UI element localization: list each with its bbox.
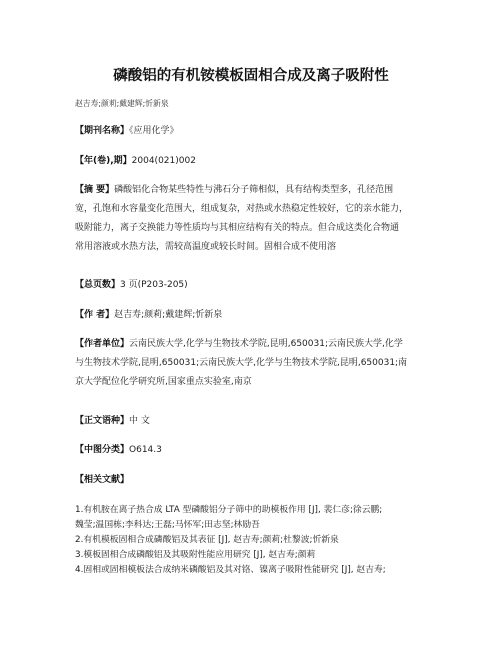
classification-label: 【中图分类】	[75, 445, 130, 455]
affiliation-line: 与生物技术学院,昆明,650031;云南民族大学,化学与生物技术学院,昆明,650031;南	[75, 358, 408, 368]
reference-item: 1.有机胺在离子热合成 LTA 型磷酸铝分子筛中的助模板作用 [J], 裴仁彦;徐云鹏;	[75, 505, 383, 515]
author-line: 赵吉寿;颜莉;戴建辉;忻新泉	[75, 99, 169, 108]
affiliation-line: 京大学配位化学研究所,国家重点实验室,南京	[75, 377, 252, 387]
author-value: 赵吉寿;颜莉;戴建辉;忻新泉	[114, 310, 223, 320]
journal-label: 【期刊名称】	[75, 126, 130, 136]
year-issue-label: 【年(卷),期】	[75, 156, 132, 166]
reference-item: 2.有机模板固相合成磷酸铝及其表征 [J], 赵吉寿;颜莉;杜黎波;忻新泉	[75, 535, 339, 545]
language-field	[75, 412, 435, 431]
abstract-label: 【摘 要】	[75, 185, 115, 195]
pages-field	[75, 276, 435, 295]
author-field	[75, 306, 435, 325]
affiliation-field	[75, 335, 440, 392]
reference-item: 魏莹;温国栋;李科达;王磊;马怀军;田志坚;林励吾	[75, 520, 260, 530]
journal-value: 《应用化学》	[129, 126, 179, 136]
pages-value: 3 页(P203-205)	[120, 280, 188, 290]
document-title: 磷酸铝的有机铵模板固相合成及离子吸附性	[113, 68, 389, 84]
abstract-line: 常用溶液或水热方法，需较高温度或较长时间。固相合成不使用溶	[75, 242, 337, 252]
abstract-line: 宽，孔饱和水容量变化范围大，组成复杂，对热或水热稳定性较好，它的亲水能力，	[75, 204, 409, 214]
pages-label: 【总页数】	[75, 280, 121, 290]
abstract-field	[75, 181, 440, 257]
related-label: 【相关文献】	[75, 475, 130, 485]
classification-value: O614.3	[129, 445, 162, 455]
abstract-line: 吸附能力，离子交换能力等性质均与其相应结构有关的特点。但合成这类化合物通	[75, 223, 400, 233]
reference-item: 4.固相或固相模板法合成纳米磷酸铝及其对铬、镍离子吸附性能研究 [J], 赵吉寿;	[75, 565, 386, 575]
author-label: 【作 者】	[75, 310, 115, 320]
affiliation-label: 【作者单位】	[75, 339, 130, 349]
year-issue-field	[75, 152, 435, 171]
journal-field	[75, 122, 435, 141]
reference-item: 3.模板固相合成磷酸铝及其吸附性能应用研究 [J], 赵吉寿;颜莉	[75, 550, 316, 560]
reference-list	[75, 503, 440, 578]
year-issue-value: 2004(021)002	[131, 156, 196, 166]
related-heading	[75, 471, 435, 490]
affiliation-line: 云南民族大学,化学与生物技术学院,昆明,650031;云南民族大学,化学	[129, 339, 403, 349]
language-value: 中 文	[129, 416, 150, 426]
language-label: 【正文语种】	[75, 416, 130, 426]
abstract-line: 磷酸铝化合物某些特性与沸石分子筛相似，具有结构类型多，孔径范围	[114, 185, 394, 195]
classification-field	[75, 441, 435, 460]
